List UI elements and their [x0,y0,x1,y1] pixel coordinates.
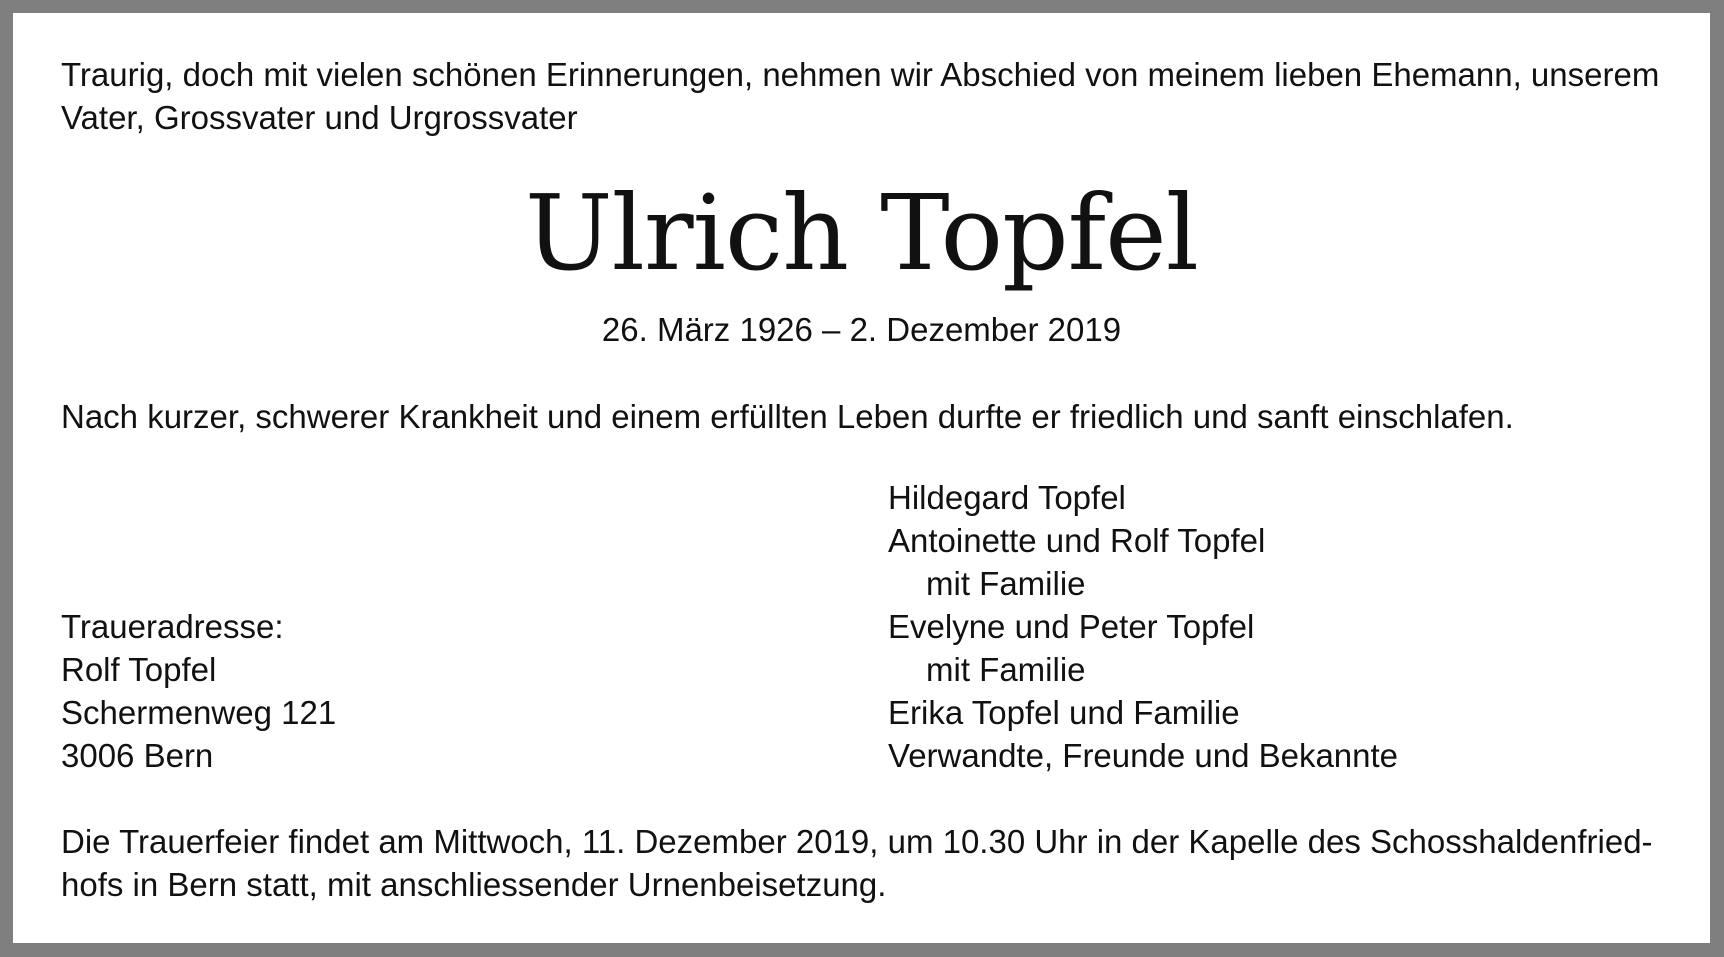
service-line-2: hofs in Bern statt, mit anschliessender Urnenbeisetzung. [61,866,887,903]
mourner-item: Antoinette und Rolf Topfel [888,522,1266,559]
mourner-item: Verwandte, Freunde und Bekannte [888,737,1399,774]
deceased-name: Ulrich Topfel [525,172,1198,294]
mourner-item: Evelyne und Peter Topfel [888,608,1255,645]
address-name: Rolf Topfel [61,651,217,688]
mourner-item: Erika Topfel und Familie [888,694,1240,731]
intro-line-1: Traurig, doch mit vielen schönen Erinnerungen, nehmen wir Abschied von meinem lieben Ehemann, unserem [61,56,1660,93]
service-line-1: Die Trauerfeier findet am Mittwoch, 11. Dezember 2019, um 10.30 Uhr in der Kapelle des Schosshaldenfried- [61,823,1653,860]
life-dates: 26. März 1926 – 2. Dezember 2019 [601,311,1122,348]
intro-line-2: Vater, Grossvater und Urgrossvater [61,99,578,136]
address-city: 3006 Bern [61,737,214,774]
funeral-service-paragraph [61,820,1653,906]
mourner-item: mit Familie [926,651,1086,688]
address-label: Traueradresse: [61,608,284,645]
mourners-list [888,476,1398,777]
address-street: Schermenweg 121 [61,694,337,731]
mourning-address [61,605,336,777]
illness-statement: Nach kurzer, schwerer Krankheit und einem erfüllten Leben durfte er friedlich und sanft einschlafen. [61,398,1514,435]
mourner-item: Hildegard Topfel [888,479,1126,516]
mourner-item: mit Familie [926,565,1086,602]
obituary-notice [13,13,1710,943]
intro-paragraph [61,53,1659,139]
